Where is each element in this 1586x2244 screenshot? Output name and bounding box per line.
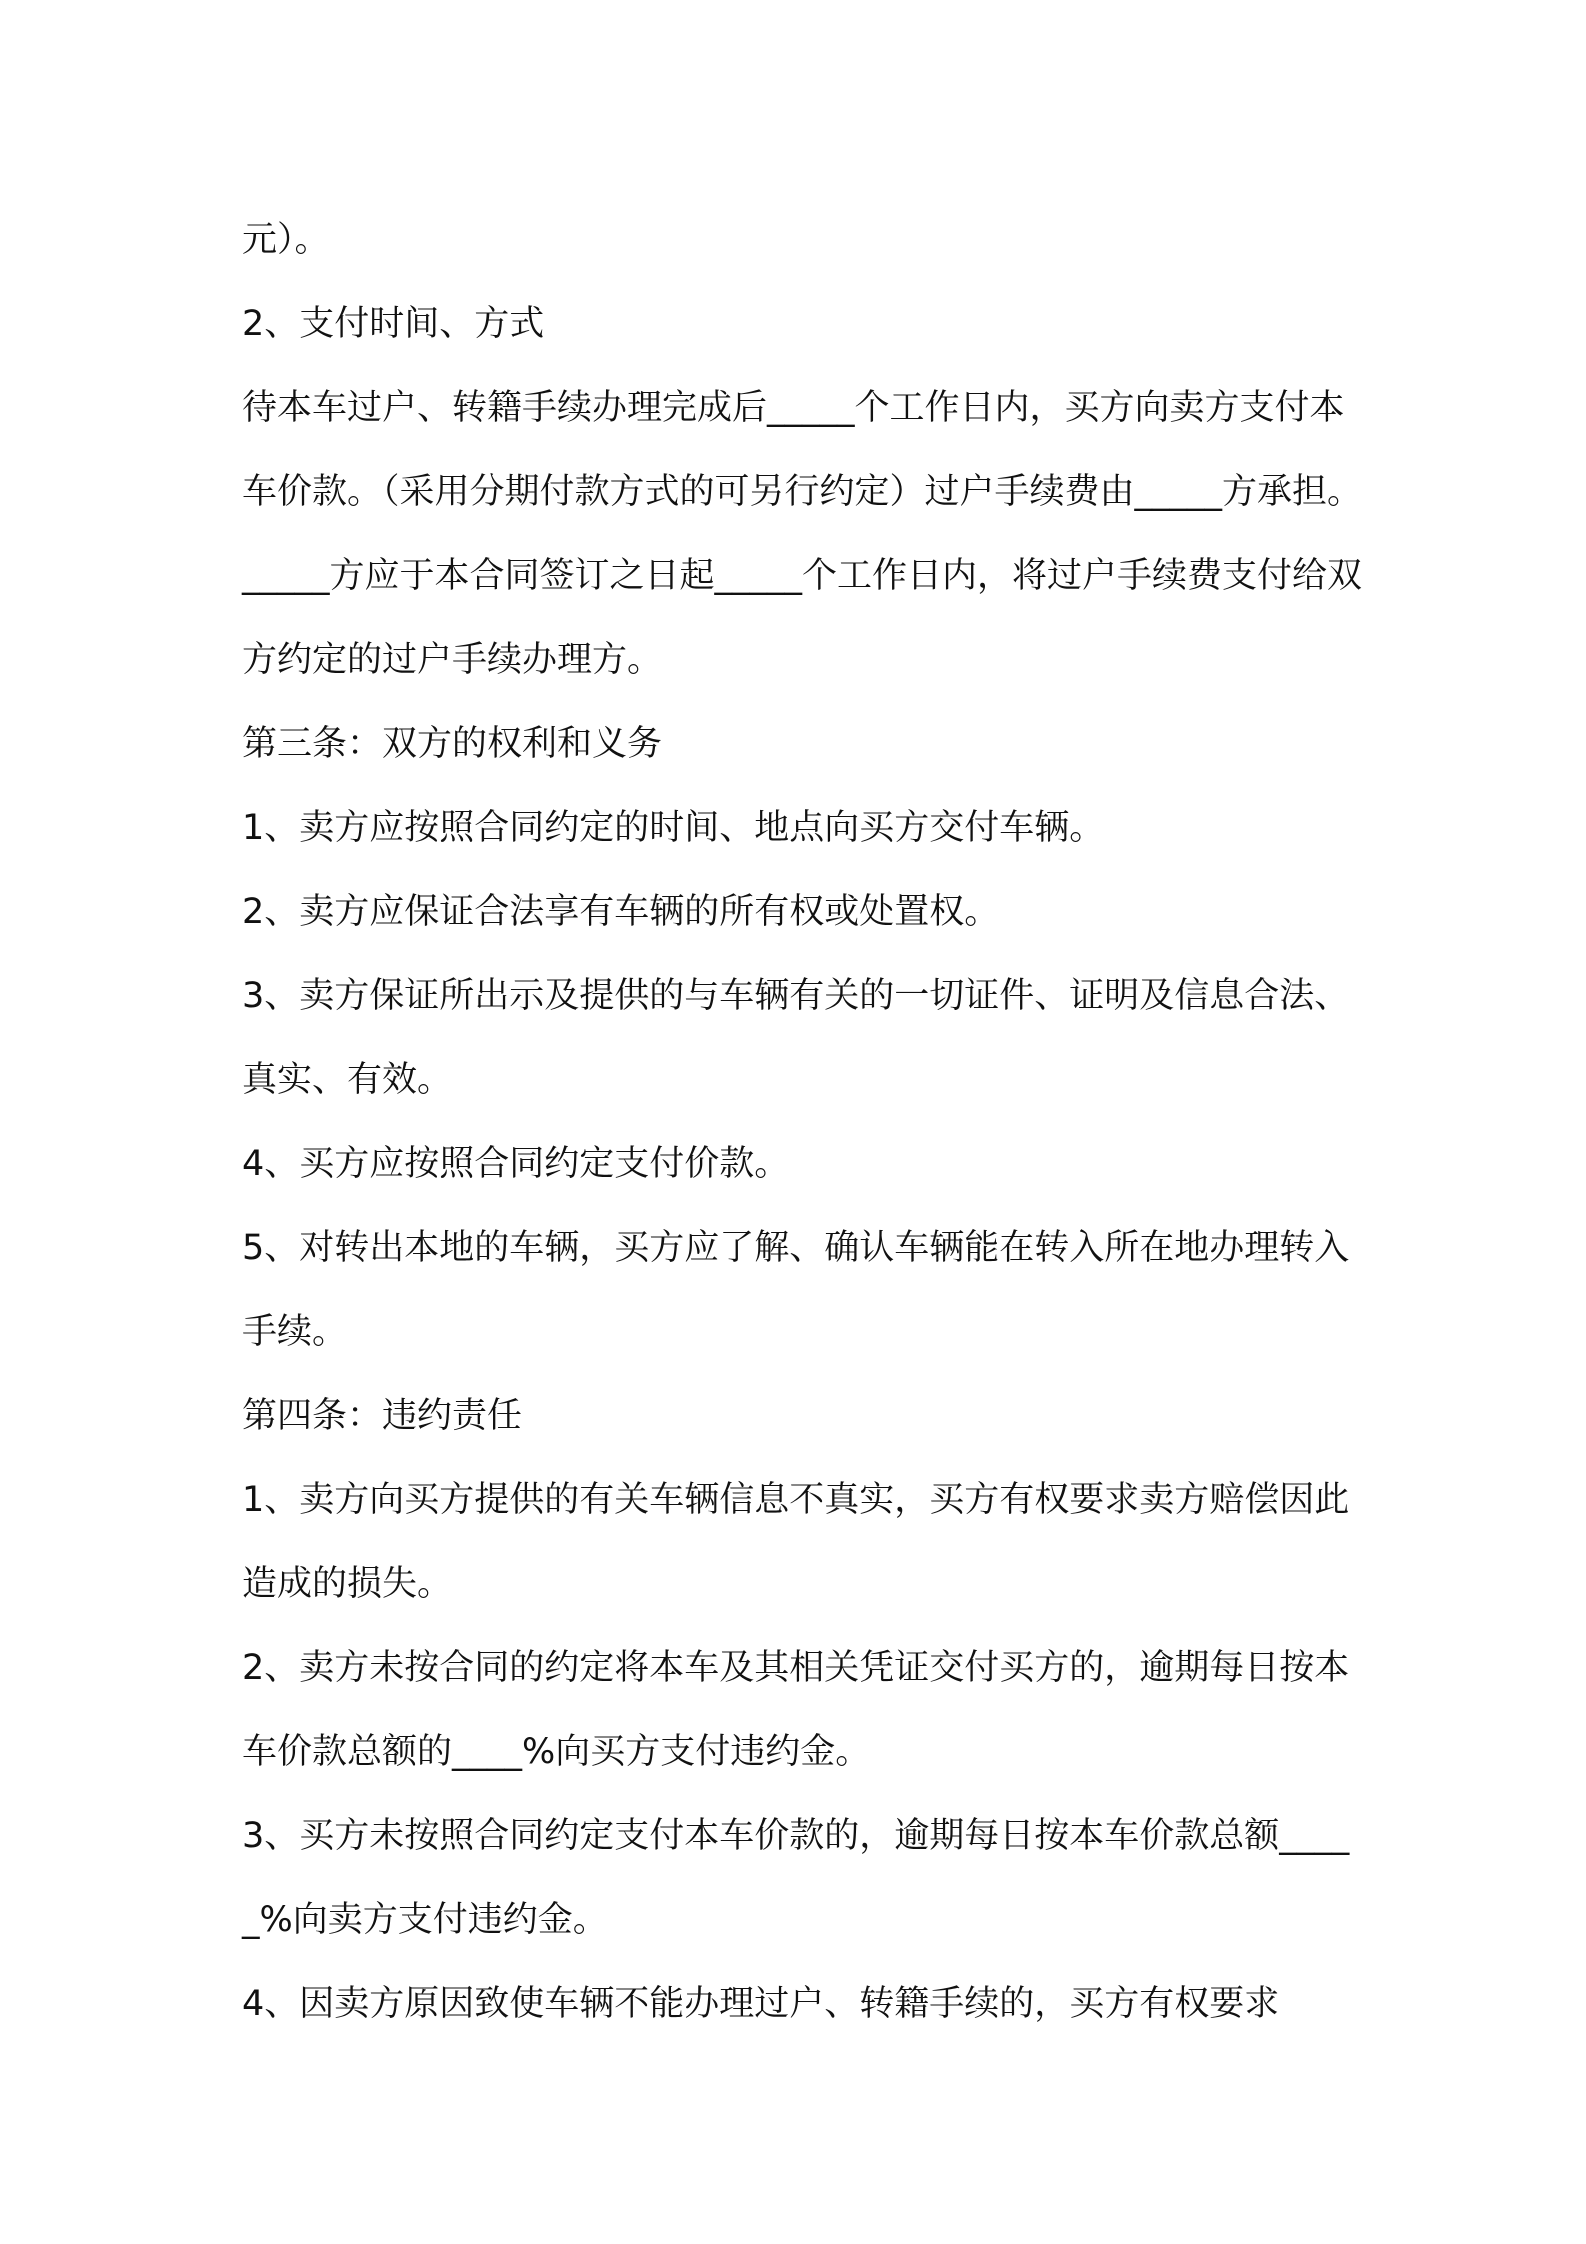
article-four-item-4: 4、因卖方原因致使车辆不能办理过户、转籍手续的，买方有权要求: [242, 1984, 1280, 2024]
article-three-item-4: 4、买方应按照合同约定支付价款。: [242, 1144, 790, 1184]
article-three-heading: 第三条：双方的权利和义务: [242, 724, 663, 764]
article-three-item-1: 1、卖方应按照合同约定的时间、地点向买方交付车辆。: [242, 808, 1105, 848]
article-three-item-3: 3、卖方保证所出示及提供的与车辆有关的一切证件、证明及信息合法、真实、有效。: [242, 976, 1350, 1100]
clause-payment-time-method: 2、支付时间、方式: [242, 304, 545, 344]
paragraph-payment-terms: 待本车过户、转籍手续办理完成后_____个工作日内，买方向卖方支付本车价款。（采用分期付款方式的可另行约定）过户手续费由_____方承担。_____方应于本合同签订之日起_____个工作日内，将过户手续费支付给双方约定的过户手续办理方。: [242, 388, 1363, 680]
article-four-item-3: 3、买方未按照合同约定支付本车价款的，逾期每日按本车价款总额_____%向卖方支付违约金。: [242, 1816, 1350, 1940]
article-three-item-2: 2、卖方应保证合法享有车辆的所有权或处置权。: [242, 892, 1000, 932]
article-four-item-2: 2、卖方未按合同的约定将本车及其相关凭证交付买方的，逾期每日按本车价款总额的____%向买方支付违约金。: [242, 1648, 1350, 1772]
article-three-item-5: 5、对转出本地的车辆，买方应了解、确认车辆能在转入所在地办理转入手续。: [242, 1228, 1350, 1352]
paragraph-continuation: 元）。: [242, 220, 330, 260]
document-body: [242, 198, 1362, 2046]
article-four-item-1: 1、卖方向买方提供的有关车辆信息不真实，买方有权要求卖方赔偿因此造成的损失。: [242, 1480, 1350, 1604]
article-four-heading: 第四条：违约责任: [242, 1396, 523, 1436]
